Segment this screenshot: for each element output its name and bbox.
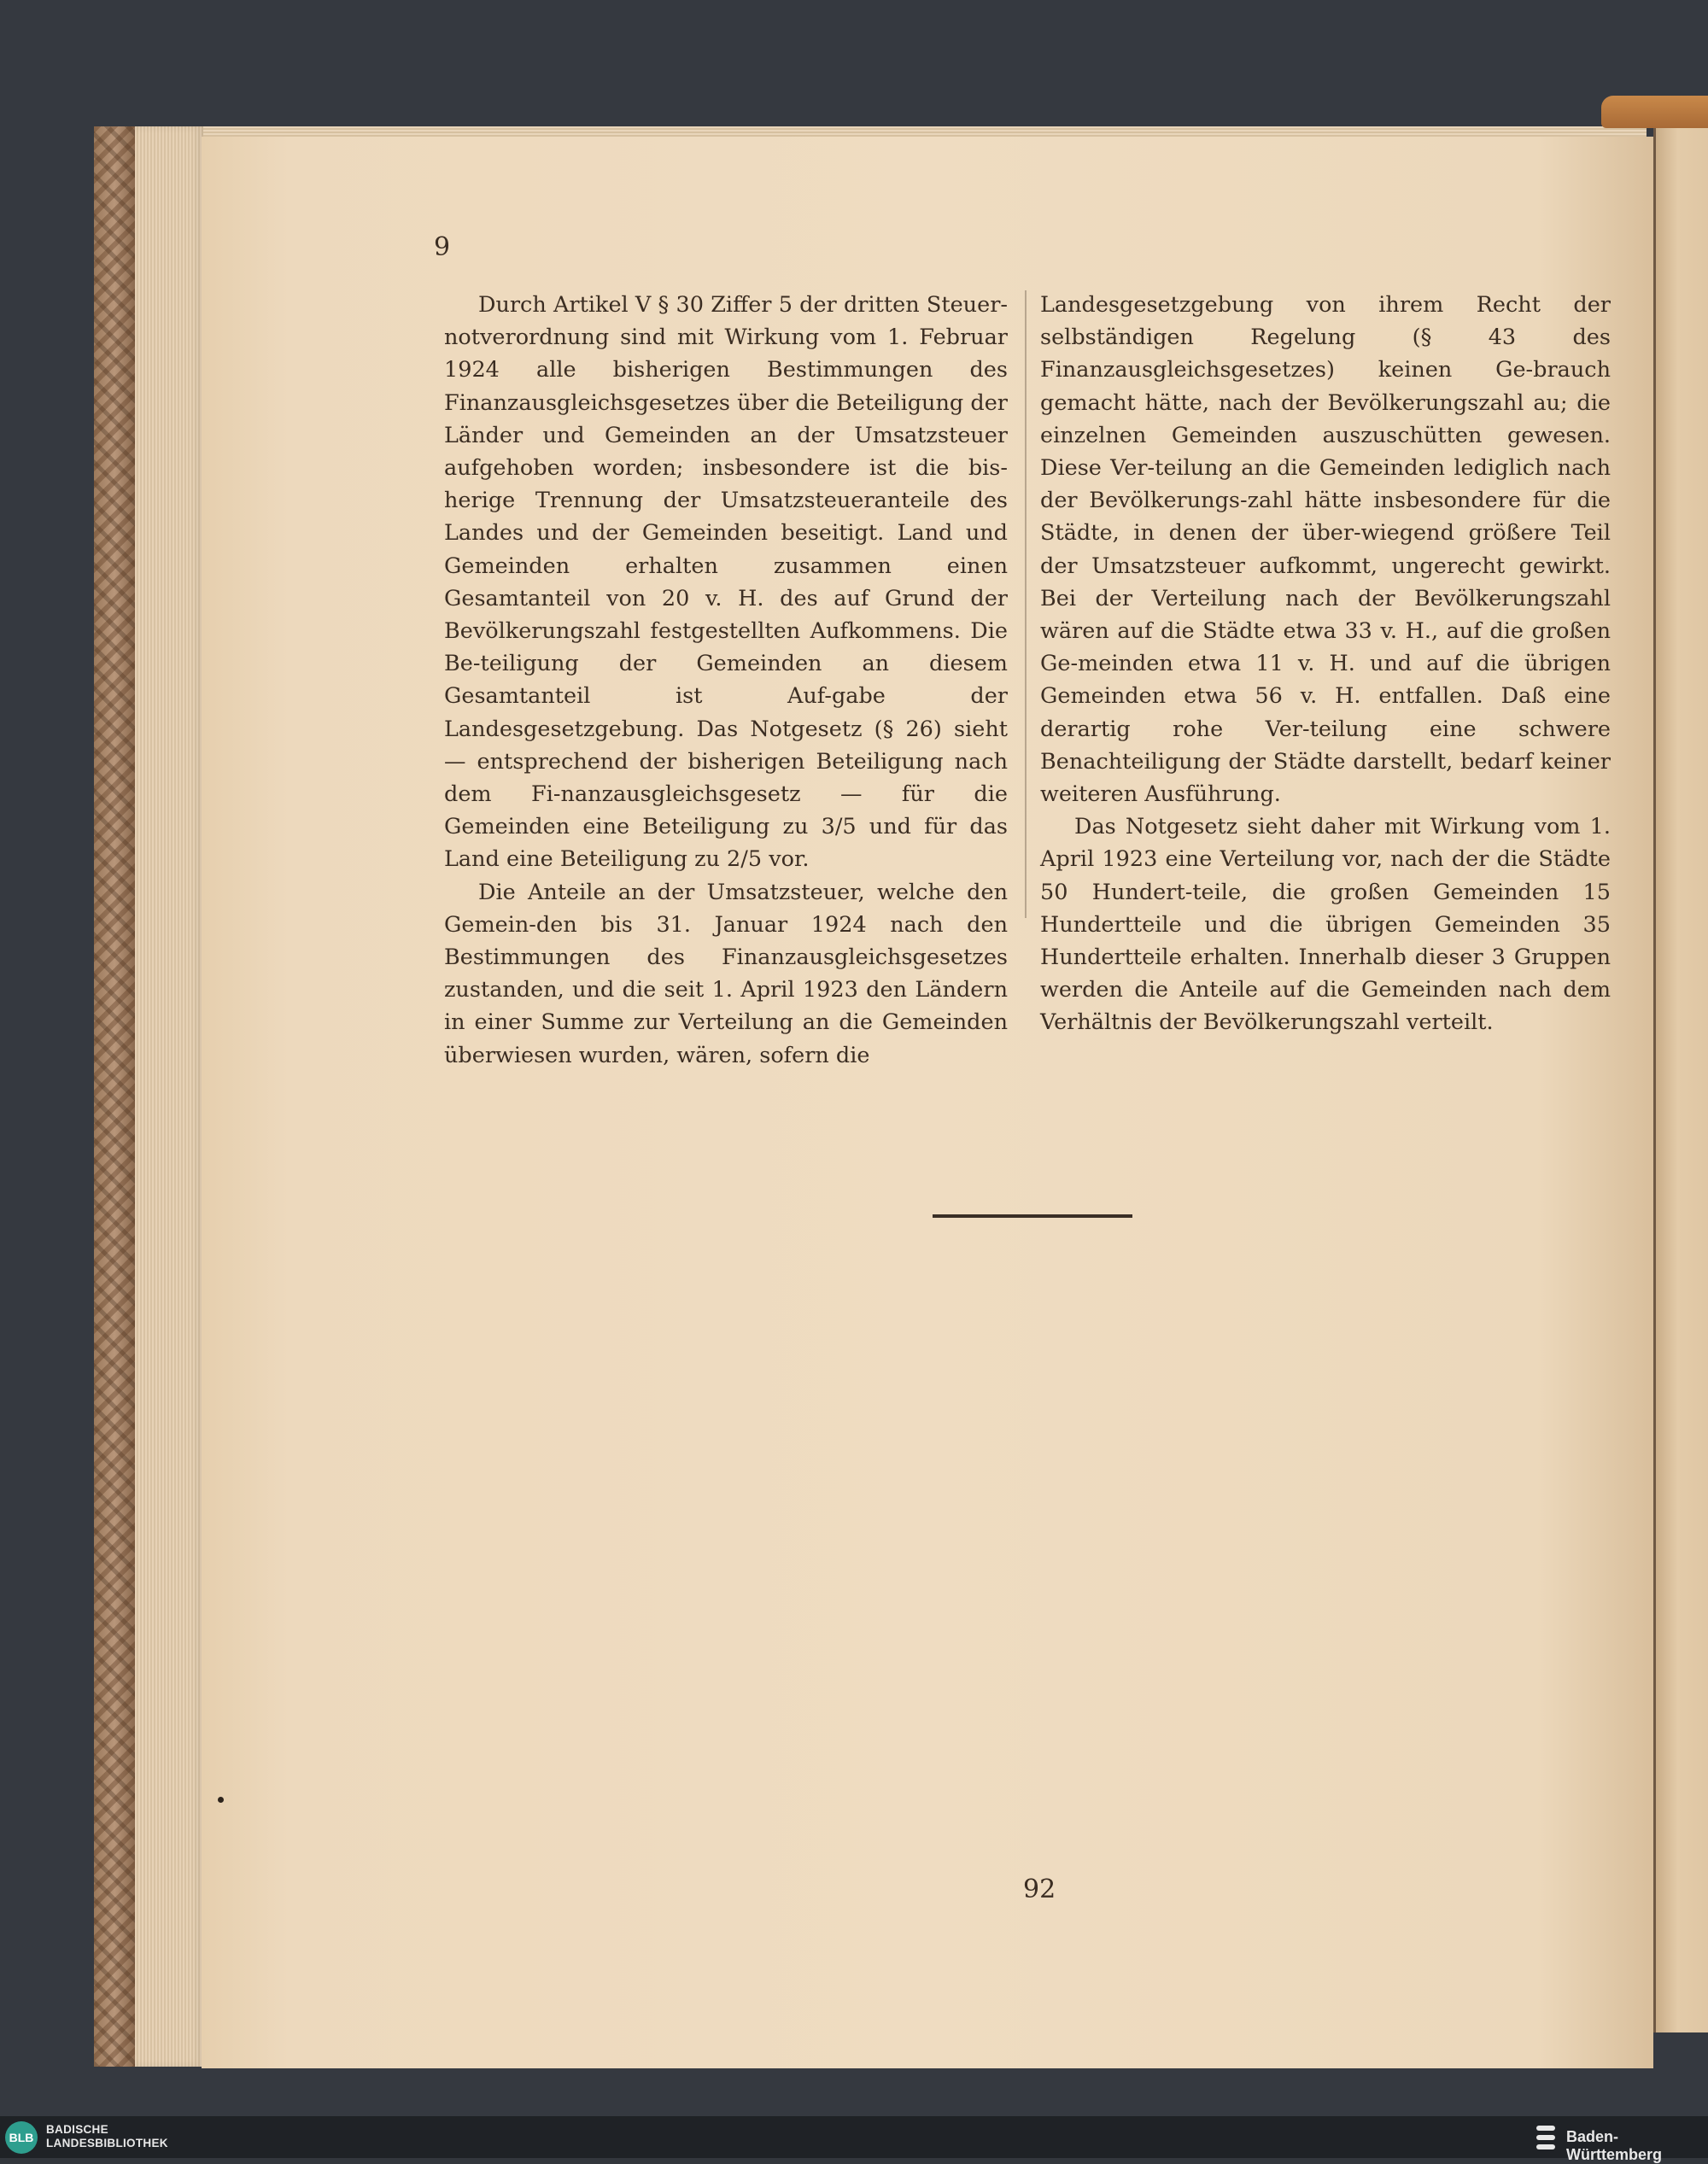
section-end-rule [933, 1214, 1132, 1218]
paragraph: Die Anteile an der Umsatzsteuer, welche den Gemein-den bis 31. Januar 1924 nach den Bestimmungen des Finanzausgleichsgesetzes zustanden, und die seit 1. April 1923 den Ländern in einer Summe zur Verteilung an die Gemeinden überwiesen wurden, wären, sofern die [444, 879, 1008, 1068]
paragraph: Das Notgesetz sieht daher mit Wirkung vom 1. April 1923 eine Verteilung vor, nach der die Städte 50 Hundert-teile, die großen Gemeinden 15 Hundertteile und die übrigen Gemeinden 35 Hundertteile erhalten. Innerhalb dieser 3 Gruppen werden die Anteile auf die Gemeinden nach dem Verhältnis der Bevölkerungszahl verteilt. [1040, 814, 1611, 1036]
paragraph: Landesgesetzgebung von ihrem Recht der selbständigen Regelung (§ 43 des Finanzausgleichsgesetzes) keinen Ge-brauch gemacht hätte, nach der Bevölkerungszahl au; die einzelnen Gemeinden auszuschütten gewesen. Diese Ver-teilung an die Gemeinden lediglich nach der Bevölkerungs-zahl hätte insbesondere für die Städte, in denen der über-wiegend größere Teil der Umsatzsteuer aufkommt, ungerecht gewirkt. Bei der Verteilung nach der Bevölkerungszahl wären auf die Städte etwa 33 v. H., auf die großen Ge-meinden etwa 11 v. H. und auf die übrigen Gemeinden etwa 56 v. H. entfallen. Daß eine derartig rohe Ver-teilung eine schwere Benachteiligung der Städte darstellt, bedarf keiner weiteren Ausführung. [1040, 292, 1611, 808]
state-name[interactable]: Baden-Württemberg [1566, 2128, 1662, 2163]
paragraph: Durch Artikel V § 30 Ziffer 5 der dritten Steuer-notverordnung sind mit Wirkung vom 1. Februar 1924 alle bisherigen Bestimmungen des Finanzausgleichsgesetzes über die Beteiligung der Länder und Gemeinden an der Umsatzsteuer aufgehoben worden; insbesondere ist die bis-herige Trennung der Umsatzsteueranteile des Landes und der Gemeinden beseitigt. Land und Gemeinden erhalten zusammen einen Gesamtanteil von 20 v. H. des auf Grund der Bevölkerungszahl festgestellten Aufkommens. Die Be-teiligung der Gemeinden an diesem Gesamtanteil ist Auf-gabe der Landesgesetzgebung. Das Notgesetz (§ 26) sieht — entsprechend der bisherigen Beteiligung nach dem Fi-nanzausgleichsgesetz — für die Gemeinden eine Beteiligung zu 3/5 und für das Land eine Beteiligung zu 2/5 vor. [444, 292, 1008, 873]
library-name-line2: LANDESBIBLIOTHEK [46, 2137, 168, 2149]
text-column-right [1040, 289, 1611, 1039]
page-marker: 9 [434, 232, 451, 262]
blb-logo-icon[interactable]: BLB [5, 2121, 38, 2154]
marbled-binding [94, 126, 137, 2067]
footer-bar [0, 2116, 1708, 2163]
library-name [46, 2123, 168, 2150]
next-page-binding-tab [1601, 96, 1708, 128]
baden-wuerttemberg-lions-icon [1534, 2124, 1558, 2151]
column-divider [1025, 290, 1027, 918]
page-stack-left-edge [135, 126, 203, 2067]
ink-spot [218, 1797, 224, 1803]
library-name-line1: BADISCHE [46, 2123, 108, 2136]
text-column-left [444, 289, 1008, 1072]
page-number: 92 [1023, 1874, 1056, 1904]
next-page-edge [1653, 128, 1708, 2032]
